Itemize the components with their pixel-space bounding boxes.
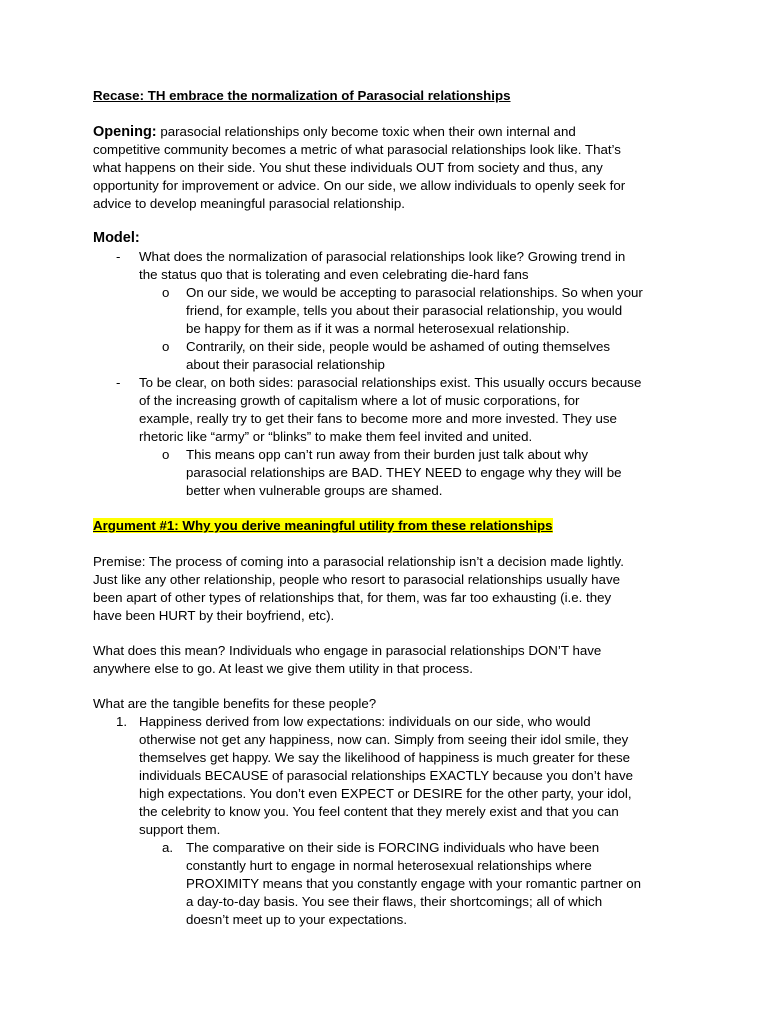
numbered-item-line: themselves get happy. We say the likelihood of happiness is much greater for these — [139, 750, 631, 765]
opening-line: advice to develop meaningful parasocial relationship. — [93, 196, 405, 211]
opening-line: what happens on their side. You shut these individuals OUT from society and thus, any — [93, 160, 603, 175]
numbered-item-line: the celebrity to know you. You feel content that they merely exist and that you can — [139, 804, 619, 819]
list-letter: a. — [162, 840, 174, 855]
meaning-line: What does this mean? Individuals who engage in parasocial relationships DON’T have — [93, 643, 602, 658]
opening-line — [93, 123, 576, 141]
model-bullet-line: To be clear, on both sides: parasocial relationships exist. This usually occurs because — [139, 375, 642, 390]
argument-heading: Argument #1: Why you derive meaningful utility from these relationships — [93, 518, 553, 533]
bullet-dash: - — [116, 249, 121, 264]
model-subbullet-line: parasocial relationships are BAD. THEY NEED to engage why they will be — [186, 465, 622, 480]
lettered-item-line: a day-to-day basis. You see their flaws, their shortcomings; all of which — [186, 894, 603, 909]
meaning-line: anywhere else to go. At least we give them utility in that process. — [93, 661, 473, 676]
bullet-circle: o — [162, 285, 170, 300]
lettered-item-line: PROXIMITY means that you constantly engage with your romantic partner on — [186, 876, 642, 891]
model-subbullet-line: This means opp can’t run away from their burden just talk about why — [186, 447, 589, 462]
numbered-item-line: individuals BECAUSE of parasocial relationships EXACTLY because you don’t have — [139, 768, 633, 783]
model-subbullet-line: be happy for them as if it was a normal heterosexual relationship. — [186, 321, 570, 336]
model-subbullet-line: friend, for example, tells you about their parasocial relationship, you would — [186, 303, 623, 318]
model-bullet-line: of the increasing growth of capitalism where a lot of music corporations, for — [139, 393, 580, 408]
benefits-question: What are the tangible benefits for these people? — [93, 696, 377, 711]
model-bullet-line: rhetoric like “army” or “blinks” to make them feel invited and united. — [139, 429, 533, 444]
model-bullet-line: the status quo that is tolerating and even celebrating die-hard fans — [139, 267, 529, 282]
model-bullet-line: What does the normalization of parasocial relationships look like? Growing trend in — [139, 249, 626, 264]
numbered-item-line: otherwise not get any happiness, now can. Simply from seeing their idol smile, they — [139, 732, 629, 747]
list-number: 1. — [116, 714, 128, 729]
opening-first-line: parasocial relationships only become toxic when their own internal and — [160, 124, 576, 139]
bullet-circle: o — [162, 339, 170, 354]
numbered-item-line: high expectations. You don’t even EXPECT or DESIRE for the other party, your idol, — [139, 786, 632, 801]
lettered-item-line: The comparative on their side is FORCING individuals who have been — [186, 840, 600, 855]
numbered-item-line: Happiness derived from low expectations: individuals on our side, who would — [139, 714, 591, 729]
model-label: Model: — [93, 230, 140, 246]
bullet-dash: - — [116, 375, 121, 390]
opening-line: competitive community becomes a metric of what parasocial relationships look like. That’s — [93, 142, 621, 157]
lettered-item-line: constantly hurt to engage in normal heterosexual relationships where — [186, 858, 592, 873]
model-subbullet-line: better when vulnerable groups are shamed. — [186, 483, 443, 498]
premise-line: been apart of other types of relationships that, for them, was far too exhausting (i.e. they — [93, 590, 612, 605]
model-subbullet-line: On our side, we would be accepting to parasocial relationships. So when your — [186, 285, 643, 300]
model-subbullet-line: Contrarily, on their side, people would be ashamed of outing themselves — [186, 339, 611, 354]
bullet-circle: o — [162, 447, 170, 462]
lettered-item-line: doesn’t meet up to your expectations. — [186, 912, 408, 927]
opening-line: opportunity for improvement or advice. On our side, we allow individuals to openly seek for — [93, 178, 626, 193]
premise-line: Just like any other relationship, people who resort to parasocial relationships usually have — [93, 572, 620, 587]
model-bullet-line: example, really try to get their fans to become more and more invested. They use — [139, 411, 617, 426]
document-title: Recase: TH embrace the normalization of Parasocial relationships — [93, 88, 511, 103]
opening-label: Opening: — [93, 124, 157, 140]
premise-line: Premise: The process of coming into a parasocial relationship isn’t a decision made lightly. — [93, 554, 624, 569]
numbered-item-line: support them. — [139, 822, 221, 837]
argument-heading-line — [93, 517, 553, 535]
premise-line: have been HURT by their boyfriend, etc). — [93, 608, 335, 623]
model-subbullet-line: about their parasocial relationship — [186, 357, 385, 372]
